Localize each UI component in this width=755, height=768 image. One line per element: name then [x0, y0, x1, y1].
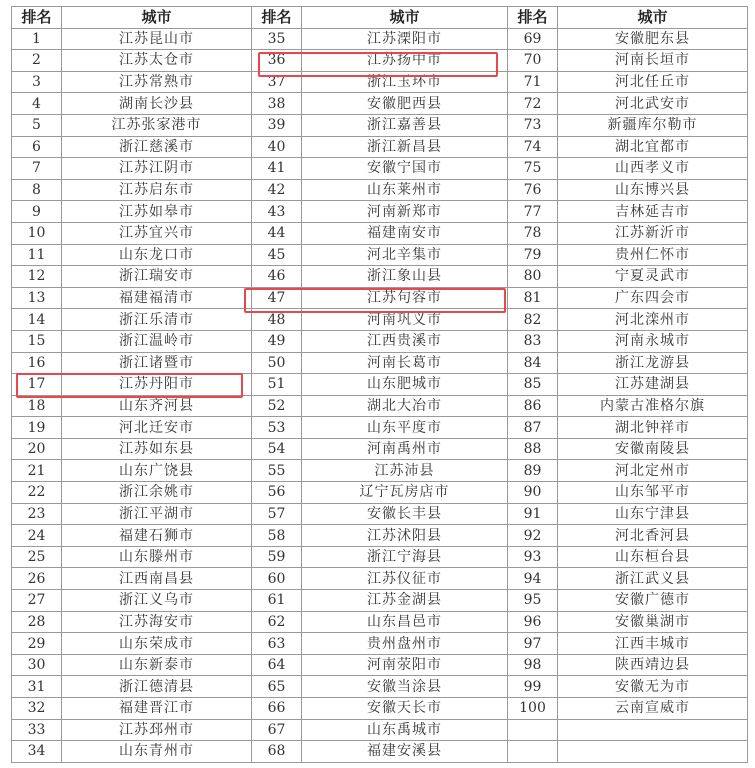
- city-cell: 江苏建湖县: [558, 374, 748, 396]
- rank-cell: 100: [508, 698, 558, 720]
- city-cell: 浙江象山县: [302, 266, 508, 288]
- table-row: [12, 374, 748, 396]
- city-cell: 山东广饶县: [62, 460, 252, 482]
- city-cell: 山东博兴县: [558, 179, 748, 201]
- city-cell: 浙江龙游县: [558, 352, 748, 374]
- rank-cell: 35: [252, 28, 302, 50]
- city-cell: 江苏句容市: [302, 287, 508, 309]
- rank-cell: 81: [508, 287, 558, 309]
- city-cell: 江苏丹阳市: [62, 374, 252, 396]
- rank-cell: 82: [508, 309, 558, 331]
- table-row: [12, 136, 748, 158]
- city-cell: [558, 741, 748, 763]
- rank-cell: 87: [508, 417, 558, 439]
- rank-cell: 68: [252, 741, 302, 763]
- rank-cell: [508, 719, 558, 741]
- rank-cell: 31: [12, 676, 62, 698]
- table-row: [12, 438, 748, 460]
- rank-cell: 11: [12, 244, 62, 266]
- rank-cell: 67: [252, 719, 302, 741]
- rank-cell: 60: [252, 568, 302, 590]
- city-cell: 山东邹平市: [558, 482, 748, 504]
- city-cell: 安徽广德市: [558, 590, 748, 612]
- city-cell: [558, 719, 748, 741]
- city-cell: 江苏邳州市: [62, 719, 252, 741]
- rank-cell: 22: [12, 482, 62, 504]
- city-cell: 安徽南陵县: [558, 438, 748, 460]
- city-cell: 吉林延吉市: [558, 201, 748, 223]
- rank-cell: 24: [12, 525, 62, 547]
- city-cell: 山东禹城市: [302, 719, 508, 741]
- table-row: [12, 28, 748, 50]
- rank-cell: 76: [508, 179, 558, 201]
- city-cell: 江苏太仓市: [62, 50, 252, 72]
- city-cell: 云南宣威市: [558, 698, 748, 720]
- rank-cell: 40: [252, 136, 302, 158]
- rank-cell: 36: [252, 50, 302, 72]
- rank-cell: 21: [12, 460, 62, 482]
- header-city-2: 城市: [302, 7, 508, 29]
- city-cell: 安徽宁国市: [302, 158, 508, 180]
- city-cell: 浙江诸暨市: [62, 352, 252, 374]
- table-row: [12, 611, 748, 633]
- rank-cell: 73: [508, 114, 558, 136]
- rank-cell: 52: [252, 395, 302, 417]
- rank-cell: 45: [252, 244, 302, 266]
- rank-cell: 34: [12, 741, 62, 763]
- rank-cell: 86: [508, 395, 558, 417]
- rank-cell: 54: [252, 438, 302, 460]
- table-row: [12, 395, 748, 417]
- table-row: [12, 222, 748, 244]
- rank-cell: [508, 741, 558, 763]
- city-cell: 浙江瑞安市: [62, 266, 252, 288]
- city-cell: 河北滦州市: [558, 309, 748, 331]
- city-cell: 福建安溪县: [302, 741, 508, 763]
- city-cell: 安徽肥西县: [302, 93, 508, 115]
- city-cell: 浙江玉环市: [302, 71, 508, 93]
- rank-cell: 47: [252, 287, 302, 309]
- table-row: [12, 287, 748, 309]
- rank-cell: 48: [252, 309, 302, 331]
- city-cell: 广东四会市: [558, 287, 748, 309]
- city-cell: 辽宁瓦房店市: [302, 482, 508, 504]
- rank-cell: 12: [12, 266, 62, 288]
- city-cell: 浙江新昌县: [302, 136, 508, 158]
- rank-cell: 70: [508, 50, 558, 72]
- header-city-3: 城市: [558, 7, 748, 29]
- table-row: [12, 417, 748, 439]
- rank-cell: 5: [12, 114, 62, 136]
- rank-cell: 27: [12, 590, 62, 612]
- table-row: [12, 568, 748, 590]
- header-row: [12, 7, 748, 29]
- city-cell: 江苏如东县: [62, 438, 252, 460]
- city-cell: 河北任丘市: [558, 71, 748, 93]
- rank-cell: 61: [252, 590, 302, 612]
- rank-cell: 41: [252, 158, 302, 180]
- rank-cell: 42: [252, 179, 302, 201]
- rank-cell: 69: [508, 28, 558, 50]
- city-cell: 山东宁津县: [558, 503, 748, 525]
- city-cell: 福建晋江市: [62, 698, 252, 720]
- rank-cell: 96: [508, 611, 558, 633]
- table-row: [12, 590, 748, 612]
- city-cell: 福建南安市: [302, 222, 508, 244]
- city-cell: 湖北宜都市: [558, 136, 748, 158]
- header-rank-2: 排名: [252, 7, 302, 29]
- city-cell: 江苏江阴市: [62, 158, 252, 180]
- rank-cell: 72: [508, 93, 558, 115]
- rank-cell: 1: [12, 28, 62, 50]
- city-cell: 浙江乐清市: [62, 309, 252, 331]
- rank-cell: 20: [12, 438, 62, 460]
- city-cell: 江西丰城市: [558, 633, 748, 655]
- rank-cell: 77: [508, 201, 558, 223]
- rank-cell: 64: [252, 654, 302, 676]
- city-cell: 湖北钟祥市: [558, 417, 748, 439]
- rank-cell: 85: [508, 374, 558, 396]
- city-cell: 江苏如皋市: [62, 201, 252, 223]
- table-row: [12, 71, 748, 93]
- rank-cell: 16: [12, 352, 62, 374]
- rank-cell: 19: [12, 417, 62, 439]
- city-cell: 浙江慈溪市: [62, 136, 252, 158]
- city-cell: 江苏金湖县: [302, 590, 508, 612]
- rank-cell: 43: [252, 201, 302, 223]
- city-cell: 河北迁安市: [62, 417, 252, 439]
- rank-cell: 66: [252, 698, 302, 720]
- rank-cell: 53: [252, 417, 302, 439]
- table-row: [12, 654, 748, 676]
- city-cell: 江苏宜兴市: [62, 222, 252, 244]
- city-cell: 贵州仁怀市: [558, 244, 748, 266]
- city-cell: 江苏沭阳县: [302, 525, 508, 547]
- city-cell: 福建福清市: [62, 287, 252, 309]
- city-cell: 山东平度市: [302, 417, 508, 439]
- city-cell: 贵州盘州市: [302, 633, 508, 655]
- city-cell: 安徽巢湖市: [558, 611, 748, 633]
- rank-cell: 74: [508, 136, 558, 158]
- rank-cell: 29: [12, 633, 62, 655]
- rank-cell: 23: [12, 503, 62, 525]
- rank-cell: 4: [12, 93, 62, 115]
- city-cell: 河南新郑市: [302, 201, 508, 223]
- city-cell: 浙江余姚市: [62, 482, 252, 504]
- table-row: [12, 482, 748, 504]
- city-cell: 安徽长丰县: [302, 503, 508, 525]
- rank-cell: 18: [12, 395, 62, 417]
- rank-cell: 78: [508, 222, 558, 244]
- city-cell: 河北武安市: [558, 93, 748, 115]
- table-row: [12, 460, 748, 482]
- rank-cell: 58: [252, 525, 302, 547]
- table-row: [12, 503, 748, 525]
- rank-cell: 57: [252, 503, 302, 525]
- rank-cell: 14: [12, 309, 62, 331]
- table-row: [12, 50, 748, 72]
- city-cell: 宁夏灵武市: [558, 266, 748, 288]
- city-cell: 江苏昆山市: [62, 28, 252, 50]
- city-cell: 河南永城市: [558, 330, 748, 352]
- rank-cell: 51: [252, 374, 302, 396]
- city-cell: 江苏常熟市: [62, 71, 252, 93]
- rank-cell: 59: [252, 546, 302, 568]
- rank-cell: 17: [12, 374, 62, 396]
- city-cell: 江苏新沂市: [558, 222, 748, 244]
- ranking-table-container: [11, 6, 747, 763]
- rank-cell: 39: [252, 114, 302, 136]
- city-cell: 山东肥城市: [302, 374, 508, 396]
- city-cell: 安徽肥东县: [558, 28, 748, 50]
- rank-cell: 55: [252, 460, 302, 482]
- rank-cell: 8: [12, 179, 62, 201]
- rank-cell: 63: [252, 633, 302, 655]
- city-cell: 浙江平湖市: [62, 503, 252, 525]
- table-row: [12, 676, 748, 698]
- rank-cell: 37: [252, 71, 302, 93]
- city-cell: 湖北大冶市: [302, 395, 508, 417]
- city-cell: 山东昌邑市: [302, 611, 508, 633]
- header-rank-3: 排名: [508, 7, 558, 29]
- city-cell: 江西贵溪市: [302, 330, 508, 352]
- city-cell: 浙江宁海县: [302, 546, 508, 568]
- city-cell: 山东青州市: [62, 741, 252, 763]
- city-cell: 山东莱州市: [302, 179, 508, 201]
- table-row: [12, 93, 748, 115]
- city-cell: 江苏扬中市: [302, 50, 508, 72]
- rank-cell: 2: [12, 50, 62, 72]
- city-cell: 浙江嘉善县: [302, 114, 508, 136]
- rank-cell: 93: [508, 546, 558, 568]
- header-rank-1: 排名: [12, 7, 62, 29]
- rank-cell: 95: [508, 590, 558, 612]
- city-cell: 山东齐河县: [62, 395, 252, 417]
- rank-cell: 83: [508, 330, 558, 352]
- rank-cell: 15: [12, 330, 62, 352]
- rank-cell: 62: [252, 611, 302, 633]
- rank-cell: 49: [252, 330, 302, 352]
- rank-cell: 71: [508, 71, 558, 93]
- city-cell: 江苏张家港市: [62, 114, 252, 136]
- city-cell: 山西孝义市: [558, 158, 748, 180]
- city-cell: 江西南昌县: [62, 568, 252, 590]
- rank-cell: 79: [508, 244, 558, 266]
- table-row: [12, 158, 748, 180]
- city-cell: 安徽天长市: [302, 698, 508, 720]
- city-cell: 江苏溧阳市: [302, 28, 508, 50]
- city-cell: 江苏启东市: [62, 179, 252, 201]
- rank-cell: 10: [12, 222, 62, 244]
- city-cell: 山东荣成市: [62, 633, 252, 655]
- city-cell: 安徽当涂县: [302, 676, 508, 698]
- rank-cell: 6: [12, 136, 62, 158]
- rank-cell: 9: [12, 201, 62, 223]
- rank-cell: 89: [508, 460, 558, 482]
- rank-cell: 50: [252, 352, 302, 374]
- city-cell: 河南巩义市: [302, 309, 508, 331]
- city-cell: 河南禹州市: [302, 438, 508, 460]
- city-cell: 福建石狮市: [62, 525, 252, 547]
- rank-cell: 65: [252, 676, 302, 698]
- city-cell: 山东新泰市: [62, 654, 252, 676]
- rank-cell: 56: [252, 482, 302, 504]
- rank-cell: 32: [12, 698, 62, 720]
- table-row: [12, 201, 748, 223]
- rank-cell: 28: [12, 611, 62, 633]
- city-cell: 江苏海安市: [62, 611, 252, 633]
- rank-cell: 98: [508, 654, 558, 676]
- city-cell: 浙江德清县: [62, 676, 252, 698]
- rank-cell: 26: [12, 568, 62, 590]
- city-cell: 山东桓台县: [558, 546, 748, 568]
- table-row: [12, 309, 748, 331]
- table-row: [12, 266, 748, 288]
- city-cell: 安徽无为市: [558, 676, 748, 698]
- rank-cell: 25: [12, 546, 62, 568]
- rank-cell: 94: [508, 568, 558, 590]
- table-row: [12, 330, 748, 352]
- ranking-table: [11, 6, 748, 763]
- rank-cell: 38: [252, 93, 302, 115]
- city-cell: 河南长垣市: [558, 50, 748, 72]
- table-row: [12, 244, 748, 266]
- rank-cell: 30: [12, 654, 62, 676]
- city-cell: 河北定州市: [558, 460, 748, 482]
- rank-cell: 75: [508, 158, 558, 180]
- header-city-1: 城市: [62, 7, 252, 29]
- city-cell: 江苏仪征市: [302, 568, 508, 590]
- rank-cell: 92: [508, 525, 558, 547]
- city-cell: 内蒙古准格尔旗: [558, 395, 748, 417]
- table-row: [12, 698, 748, 720]
- table-row: [12, 633, 748, 655]
- city-cell: 浙江武义县: [558, 568, 748, 590]
- table-row: [12, 352, 748, 374]
- table-row: [12, 114, 748, 136]
- rank-cell: 80: [508, 266, 558, 288]
- rank-cell: 44: [252, 222, 302, 244]
- city-cell: 浙江义乌市: [62, 590, 252, 612]
- city-cell: 湖南长沙县: [62, 93, 252, 115]
- rank-cell: 91: [508, 503, 558, 525]
- city-cell: 河北辛集市: [302, 244, 508, 266]
- city-cell: 江苏沛县: [302, 460, 508, 482]
- city-cell: 山东龙口市: [62, 244, 252, 266]
- rank-cell: 99: [508, 676, 558, 698]
- city-cell: 河南荥阳市: [302, 654, 508, 676]
- city-cell: 山东滕州市: [62, 546, 252, 568]
- city-cell: 河北香河县: [558, 525, 748, 547]
- table-row: [12, 525, 748, 547]
- city-cell: 河南长葛市: [302, 352, 508, 374]
- rank-cell: 97: [508, 633, 558, 655]
- rank-cell: 7: [12, 158, 62, 180]
- rank-cell: 13: [12, 287, 62, 309]
- city-cell: 浙江温岭市: [62, 330, 252, 352]
- table-row: [12, 741, 748, 763]
- city-cell: 陕西靖边县: [558, 654, 748, 676]
- rank-cell: 46: [252, 266, 302, 288]
- rank-cell: 90: [508, 482, 558, 504]
- table-row: [12, 719, 748, 741]
- table-row: [12, 179, 748, 201]
- rank-cell: 84: [508, 352, 558, 374]
- rank-cell: 3: [12, 71, 62, 93]
- city-cell: 新疆库尔勒市: [558, 114, 748, 136]
- table-row: [12, 546, 748, 568]
- rank-cell: 88: [508, 438, 558, 460]
- rank-cell: 33: [12, 719, 62, 741]
